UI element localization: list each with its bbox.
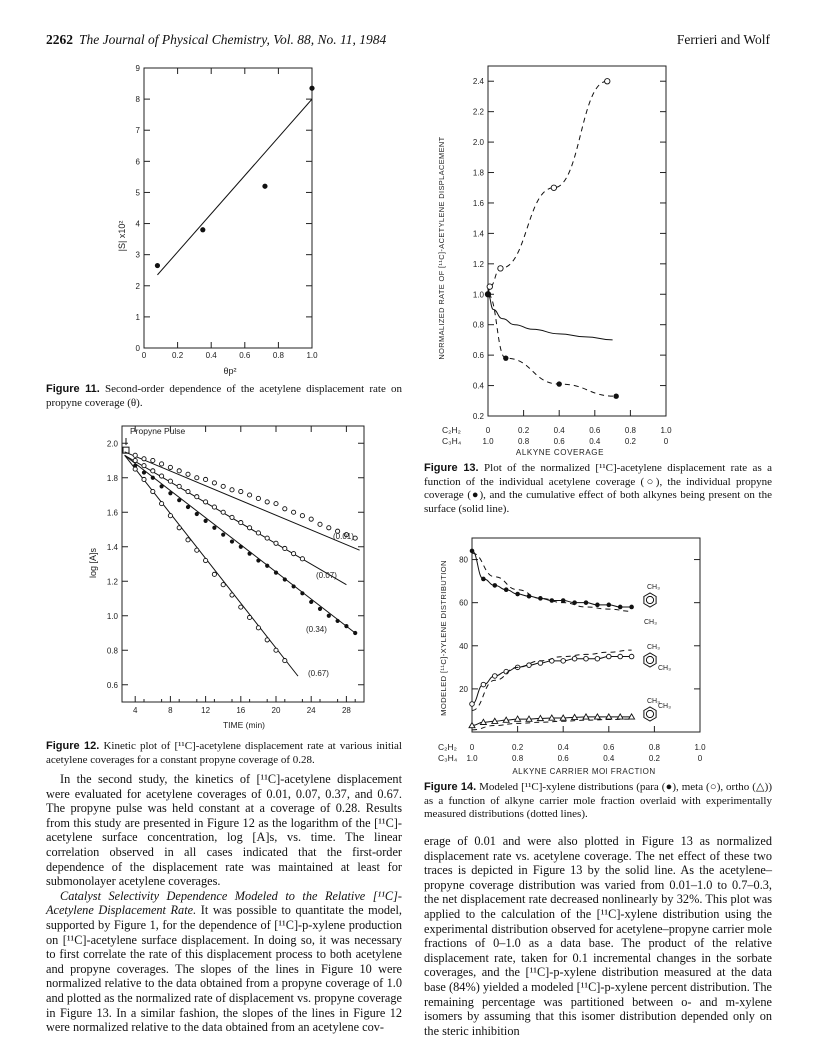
fig14-row2-tick: 0.6 [557, 754, 569, 763]
fig13-cumulative-curve [488, 294, 613, 340]
fig11-x-tick-label: 0 [141, 351, 147, 360]
fig12-series-label: (0.07) [316, 571, 337, 580]
data-point-open [195, 495, 199, 499]
benzene-ring-icon [644, 593, 656, 607]
data-point-filled [629, 605, 634, 610]
fig13-ylabel: NORMALIZED RATE OF [¹¹C]-ACETYLENE DISPLACEMENT [437, 136, 446, 360]
fig14-row2-tick: 1.0 [466, 754, 478, 763]
data-point-open [221, 484, 225, 488]
data-point-open [292, 510, 296, 514]
fig11-y-tick-label: 7 [135, 126, 140, 136]
data-point-open [309, 517, 313, 521]
fig13-xlabel: ALKYNE COVERAGE [515, 448, 605, 457]
fig11-x-tick-label: 0.6 [239, 351, 251, 360]
fig11-x-tick-label: 0.4 [205, 351, 217, 360]
fig13-row1-tick: 0 [485, 426, 491, 435]
data-point-filled [584, 600, 589, 605]
page-number: 2262 [46, 32, 73, 47]
fig14-measured-curve [472, 650, 632, 710]
fig11-caption-text: Second-order dependence of the acetylene displacement rate on propyne coverage (θ). [46, 383, 403, 409]
data-point-open [327, 526, 331, 530]
data-point-open [186, 489, 190, 493]
fig13-caption-label: Figure 13. [424, 462, 479, 474]
fig12-y-tick-label: 0.6 [106, 680, 118, 690]
fig12-y-tick-label: 1.2 [106, 577, 118, 587]
data-point-open [177, 469, 181, 473]
data-point-open [470, 702, 475, 707]
fig12-x-tick-label: 28 [341, 706, 351, 715]
data-point-filled [200, 227, 205, 232]
fig13-y-tick-label: 2.4 [472, 77, 484, 87]
struct-label: CH₃ [658, 665, 671, 672]
struct-label: CH₃ [647, 644, 660, 651]
plot-frame [488, 66, 666, 416]
data-point-open [239, 489, 243, 493]
data-point-filled [221, 533, 225, 537]
fig13-propyne-curve [488, 294, 616, 396]
fig12-x-tick-label: 8 [168, 706, 173, 715]
figure-11-caption [46, 383, 402, 410]
fig14-row2-label: C₃H₄ [438, 753, 458, 763]
fig13-y-tick-label: 1.0 [472, 290, 484, 300]
fig14-row1-tick: 0.8 [648, 743, 660, 752]
data-point-filled [557, 381, 562, 386]
fig13-y-tick-label: 0.2 [472, 412, 484, 421]
fig13-y-tick-label: 0.4 [472, 381, 484, 391]
data-point-filled [212, 526, 216, 530]
data-point-open [160, 502, 164, 506]
section-paragraph [46, 889, 402, 1035]
data-point-filled [309, 86, 314, 91]
fig12-y-tick-label: 1.0 [106, 611, 118, 621]
data-point-open [204, 477, 208, 481]
data-point-open [605, 79, 610, 84]
fig14-row2-tick: 0 [697, 754, 703, 763]
fig11-fit-line [157, 99, 312, 275]
data-point-open [256, 531, 260, 535]
data-point-filled [618, 605, 623, 610]
data-point-filled [318, 607, 322, 611]
paragraph: erage of 0.01 and were also plotted in Figure 13 as normalized displacement rate vs. acetylene coverage. The net effect of these two traces is depicted in Figure 13 by the solid line. As the acetylene–propyne coverage distribution was varied from 0.01–1.0 to 0.7–0.3, the net displacement rate decreased nonlinearly by 32%. This plot was applied to the calculation of the [¹¹C]-xylene distribution using the experimental distribution observed for acetylene–propyne carrier mole fractions of 0–1.0 as a data base. The product of the relative displacement rate, taken for 0.1 incremental changes in the sorbate coverages, and the [¹¹C]-p-xylene distribution measured at the data base (84%) yielded a modeled [¹¹C]-p-xylene percent distribution. The remaining percentage was partitioned between o- and m-xylene isomers by assuming that this isomer distribution depended only on the steric inhibition [424, 834, 772, 1038]
fig12-y-tick-label: 1.4 [106, 542, 118, 552]
fig12-caption-label: Figure 12. [46, 740, 100, 752]
data-point-open [248, 493, 252, 497]
fig14-y-tick-label: 20 [459, 684, 468, 694]
data-point-open [142, 477, 146, 481]
data-point-filled [265, 564, 269, 568]
plot-frame [144, 68, 312, 348]
figure-12-caption [46, 740, 402, 767]
struct-label: CH₃ [647, 698, 660, 705]
data-point-open [142, 464, 146, 468]
fig11-y-tick-label: 0 [135, 344, 140, 353]
data-point-open [230, 515, 234, 519]
data-point-open [212, 505, 216, 509]
data-point-open [239, 605, 243, 609]
data-point-filled [300, 591, 304, 595]
fig11-caption-label: Figure 11. [46, 383, 100, 395]
data-point-open [168, 465, 172, 469]
data-point-open [133, 467, 137, 471]
fig14-row1-label: C₂H₂ [438, 742, 457, 752]
data-point-filled [248, 552, 252, 556]
fig11-ylabel: |S| x10² [117, 220, 127, 252]
data-point-open [265, 536, 269, 540]
fig11-x-tick-label: 0.8 [272, 351, 284, 360]
data-point-filled [274, 571, 278, 575]
fig12-caption-text: Kinetic plot of [¹¹C]-acetylene displacement rate at various initial acetylene coverages for a constant propyne coverage of 0.28. [46, 740, 402, 766]
data-point-filled [515, 592, 520, 597]
data-point-open [265, 500, 269, 504]
fig11-x-tick-label: 1.0 [306, 351, 318, 360]
data-point-open [168, 479, 172, 483]
data-point-open [300, 557, 304, 561]
fig14-row2-tick: 0.4 [603, 754, 615, 763]
fig12-series-line [125, 452, 360, 550]
struct-label: CH₃ [658, 703, 671, 710]
data-point-open [318, 522, 322, 526]
data-point-open [186, 538, 190, 542]
right-column-text [424, 834, 772, 1038]
fig14-row1-tick: 0.4 [557, 743, 569, 752]
fig14-xlabel: ALKYNE CARRIER MOl FRACTION [512, 767, 656, 776]
left-column-text [46, 772, 402, 1035]
figure-14-caption [424, 781, 772, 822]
benzene-ring-icon [646, 596, 653, 603]
data-point-open [248, 526, 252, 530]
benzene-ring-icon [646, 656, 653, 663]
fig13-row1-tick: 1.0 [660, 426, 672, 435]
fig13-y-tick-label: 1.8 [472, 168, 484, 178]
data-point-open [212, 481, 216, 485]
data-point-filled [550, 598, 555, 603]
fig14-row2-tick: 0.2 [648, 754, 660, 763]
fig11-y-tick-label: 8 [135, 95, 140, 105]
fig13-y-tick-label: 0.6 [472, 351, 484, 361]
fig13-row1-label: C₂H₂ [442, 425, 461, 435]
data-point-open [160, 474, 164, 478]
data-point-open [584, 656, 589, 661]
fig14-caption-text: Modeled [¹¹C]-xylene distributions (para (●), meta (○), ortho (△)) as a function of alkyne carrier mole fraction overlaid with experimentally measured distributions (dotted lines). [424, 781, 772, 820]
fig12-series-label: (0.34) [306, 625, 327, 634]
data-point-open [177, 484, 181, 488]
data-point-open [248, 615, 252, 619]
fig13-row2-tick: 0.6 [553, 437, 565, 446]
data-point-open [151, 469, 155, 473]
fig13-row2-tick: 0.8 [518, 437, 530, 446]
data-point-open [629, 654, 634, 659]
struct-label: CH₃ [647, 584, 660, 591]
data-point-filled [595, 603, 600, 608]
fig13-row1-tick: 0.8 [624, 426, 636, 435]
fig13-y-tick-label: 0.8 [472, 320, 484, 330]
data-point-open [239, 521, 243, 525]
fig14-ylabel: MODELED [¹¹C]-XYLENE DISTRIBUTION [439, 560, 448, 716]
fig14-y-tick-label: 40 [459, 641, 468, 651]
data-point-filled [353, 631, 357, 635]
data-point-open [133, 453, 137, 457]
fig11-y-tick-label: 3 [135, 250, 140, 260]
fig12-ylabel: log [A]s [88, 547, 98, 579]
data-point-open [538, 661, 543, 666]
figure-14-chart [432, 532, 712, 780]
header-left [46, 32, 386, 48]
fig11-y-tick-label: 6 [135, 157, 140, 167]
data-point-filled [239, 545, 243, 549]
fig13-row2-tick: 0 [663, 437, 669, 446]
figure-13-caption [424, 462, 772, 516]
fig11-xlabel: θp² [223, 366, 237, 376]
fig12-x-tick-label: 16 [236, 706, 246, 715]
data-point-filled [177, 498, 181, 502]
benzene-ring-icon [644, 653, 656, 667]
data-point-open [186, 472, 190, 476]
fig12-y-tick-label: 1.8 [106, 473, 118, 483]
data-point-open [274, 648, 278, 652]
data-point-filled [283, 577, 287, 581]
fig13-row2-label: C₃H₄ [442, 436, 462, 446]
data-point-open [283, 546, 287, 550]
fig12-x-tick-label: 12 [201, 706, 211, 715]
data-point-filled [292, 584, 296, 588]
benzene-ring-icon [644, 707, 656, 721]
data-point-open [481, 682, 486, 687]
fig14-row2-tick: 0.8 [512, 754, 524, 763]
data-point-open [551, 185, 556, 190]
data-point-open [230, 488, 234, 492]
data-point-open [487, 284, 492, 289]
fig12-annotation: Propyne Pulse [130, 426, 186, 436]
data-point-filled [151, 476, 155, 480]
fig13-y-tick-label: 1.2 [472, 259, 484, 269]
data-point-filled [493, 583, 498, 588]
data-point-open [256, 626, 260, 630]
page-header [46, 32, 770, 52]
data-point-open [256, 496, 260, 500]
plot-frame [122, 426, 364, 702]
fig12-series-label: (0.01) [333, 532, 354, 541]
data-point-open [595, 656, 600, 661]
fig14-row1-tick: 1.0 [694, 743, 706, 752]
data-point-open [561, 659, 566, 664]
fig11-y-tick-label: 4 [135, 219, 140, 229]
data-point-open [142, 457, 146, 461]
data-point-open [195, 548, 199, 552]
fig14-row1-tick: 0 [469, 743, 475, 752]
fig12-y-tick-label: 2.0 [106, 439, 118, 449]
benzene-ring-icon [646, 710, 653, 717]
fig13-row1-tick: 0.6 [589, 426, 601, 435]
data-point-filled [230, 539, 234, 543]
fig12-x-tick-label: 20 [271, 706, 281, 715]
data-point-filled [142, 470, 146, 474]
fig11-y-tick-label: 5 [135, 188, 140, 198]
fig12-x-tick-label: 4 [132, 706, 138, 715]
data-point-open [151, 458, 155, 462]
fig13-y-tick-label: 2.0 [472, 138, 484, 148]
data-point-open [274, 502, 278, 506]
data-point-open [498, 266, 503, 271]
data-point-filled [481, 577, 486, 582]
data-point-open [195, 476, 199, 480]
data-point-open [300, 514, 304, 518]
fig12-y-tick-label: 0.8 [106, 646, 118, 656]
data-point-filled [504, 587, 509, 592]
data-point-open [204, 500, 208, 504]
fig11-y-tick-label: 1 [135, 312, 140, 322]
fig13-row2-tick: 0.4 [589, 437, 601, 446]
data-point-filled [160, 484, 164, 488]
fig13-y-tick-label: 1.6 [472, 198, 484, 208]
figure-12-chart [78, 418, 374, 740]
figure-11-chart [108, 58, 330, 380]
data-point-filled [186, 505, 190, 509]
data-point-open [168, 514, 172, 518]
fig13-caption-text: Plot of the normalized [¹¹C]-acetylene displacement rate as a function of the individual acetylene coverage (○), the individual propyne coverage (●), and the cumulative effect of both alkynes being present on the surface (solid line). [424, 462, 772, 515]
section-text: It was possible to quantitate the model, supported by Figure 1, for the dependence of [¹¹C]-p-xylene production on [¹¹C]-acetylene surface displacement. In doing so, it was necessary to first correlate the rate of this displacement process to both acetylene and propyne coverages. The slopes of the lines in Figure 10 were normalized relative to the data obtained from a propyne coverage of 1.0 and plotted as the normalized rate of displacement vs. propyne coverage in Figure 13. In a similar fashion, the slopes of the lines in Figure 12 were normalized relative to the data obtained from an acetylene cov- [46, 903, 402, 1035]
data-point-open [160, 462, 164, 466]
data-point-open [221, 583, 225, 587]
data-point-open [274, 541, 278, 545]
data-point-filled [503, 355, 508, 360]
data-point-open [618, 654, 623, 659]
data-point-filled [155, 263, 160, 268]
fig13-row2-tick: 1.0 [482, 437, 494, 446]
fig13-y-tick-label: 2.2 [472, 107, 484, 117]
fig14-row1-tick: 0.2 [512, 743, 524, 752]
struct-label: CH₃ [644, 619, 657, 626]
fig13-acetylene-curve [488, 81, 607, 294]
data-point-open [292, 552, 296, 556]
data-point-open [204, 558, 208, 562]
section-heading: Catalyst Selectivity Dependence Modeled to the Relative [¹¹C]-Acetylene Displacement Rate. [46, 888, 402, 918]
fig12-y-tick-label: 1.6 [106, 508, 118, 518]
data-point-filled [327, 614, 331, 618]
fig12-series-label: (0.67) [308, 669, 329, 678]
fig12-x-tick-label: 24 [306, 706, 316, 715]
fig13-y-tick-label: 1.4 [472, 229, 484, 239]
header-authors: Ferrieri and Wolf [676, 32, 770, 47]
data-point-filled [470, 549, 475, 554]
figure-13-chart [430, 58, 680, 460]
data-point-filled [607, 603, 612, 608]
data-point-filled [262, 184, 267, 189]
data-point-filled [256, 558, 260, 562]
fig13-row1-tick: 0.2 [518, 426, 530, 435]
data-point-open [151, 489, 155, 493]
fig14-row1-tick: 0.6 [603, 743, 615, 752]
data-point-filled [195, 512, 199, 516]
data-point-open [607, 654, 612, 659]
data-point-filled [561, 598, 566, 603]
data-point-open [572, 656, 577, 661]
data-point-filled [336, 619, 340, 623]
data-point-filled [168, 491, 172, 495]
data-point-open [212, 572, 216, 576]
paragraph: In the second study, the kinetics of [¹¹C]-acetylene displacement were evaluated for acetylene coverages of 0.01, 0.07, 0.37, and 0.67. The propyne pulse was held constant at a coverage of 0.28. Results from this study are presented in Figure 12 as the logarithm of the [¹¹C]-acetylene surface concentration, log [A]s, vs. time. The linear correlation observed in all cases indicated that the first-order dependence of the displacement rate was maintained at least for submonolayer acetylene coverages. [46, 772, 402, 889]
fig13-row2-tick: 0.2 [624, 437, 636, 446]
fig14-caption-label: Figure 14. [424, 781, 477, 793]
data-point-open [283, 659, 287, 663]
data-point-open [177, 526, 181, 530]
data-point-open [221, 510, 225, 514]
journal-title: The Journal of Physical Chemistry, Vol. 88, No. 11, 1984 [79, 32, 387, 47]
data-point-open [283, 507, 287, 511]
data-point-filled [309, 600, 313, 604]
data-point-filled [204, 519, 208, 523]
fig11-x-tick-label: 0.2 [172, 351, 184, 360]
fig11-y-tick-label: 2 [135, 281, 140, 291]
fig11-y-tick-label: 9 [135, 64, 140, 73]
data-point-filled [344, 624, 348, 628]
data-point-open [265, 638, 269, 642]
fig12-xlabel: TIME (min) [222, 720, 266, 730]
data-point-filled [613, 394, 618, 399]
data-point-open [493, 674, 498, 679]
fig14-y-tick-label: 60 [459, 598, 468, 608]
data-point-open [230, 593, 234, 597]
fig13-row1-tick: 0.4 [553, 426, 565, 435]
fig14-y-tick-label: 80 [459, 555, 468, 565]
